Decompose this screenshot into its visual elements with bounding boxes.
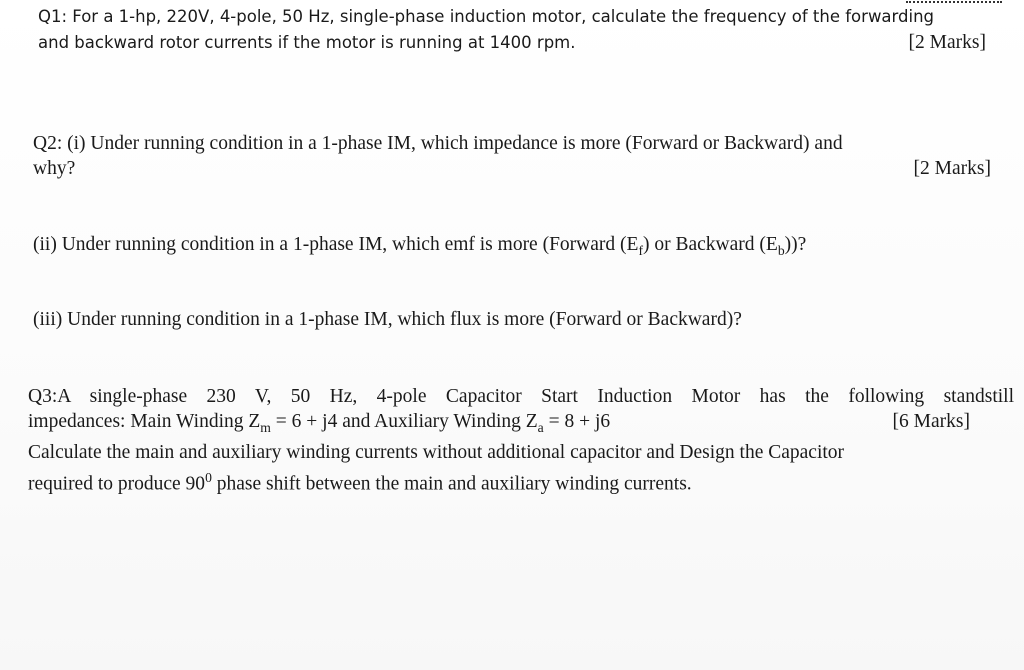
top-dotted-rule xyxy=(906,1,1002,3)
q2-part-ii-text xyxy=(33,232,991,263)
q1-line-2: and backward rotor currents if the motor is running at 1400 rpm. xyxy=(38,33,576,52)
q3-line-3: Calculate the main and auxiliary winding currents without additional capacitor and Design the Capacitor xyxy=(28,441,845,463)
q3-marks: [6 Marks] xyxy=(892,411,970,432)
q3-line-4-a: required to produce 90 xyxy=(28,473,206,495)
question-2-part-i xyxy=(33,131,991,181)
zm-subscript: m xyxy=(260,419,271,435)
q2-line-2: why? xyxy=(33,158,76,179)
q3-line-2-b: = 6 + j4 and Auxiliary Winding Z xyxy=(270,411,538,432)
question-1 xyxy=(38,4,1006,56)
question-2-part-ii xyxy=(33,232,991,263)
q3-line-1: Q3:A single-phase 230 V, 50 Hz, 4-pole Capacitor Start Induction Motor has the following standstill xyxy=(28,386,1014,407)
question-2-part-iii xyxy=(33,307,991,332)
q3-line-2-c: = 8 + j6 xyxy=(543,411,611,432)
q3-line-4-b: phase shift between the main and auxiliary winding currents. xyxy=(211,473,692,495)
degree-superscript: 0 xyxy=(205,469,212,485)
q1-marks: [2 Marks] xyxy=(908,32,986,53)
ef-subscript: f xyxy=(638,242,643,258)
q3-line-2-a: impedances: Main Winding Z xyxy=(28,411,261,432)
q2-part-ii-between: ) or Backward (E xyxy=(642,234,778,255)
q1-line-1: Q1: For a 1-hp, 220V, 4-pole, 50 Hz, single-phase induction motor, calculate the frequency of the forwarding xyxy=(38,7,935,26)
q2-marks: [2 Marks] xyxy=(913,158,991,179)
q2-part-iii-text: (iii) Under running condition in a 1-phase IM, which flux is more (Forward or Backward)? xyxy=(33,309,742,330)
question-3 xyxy=(28,384,1014,496)
za-subscript: a xyxy=(537,419,544,435)
q3-line-4 xyxy=(28,465,1014,497)
q2-part-ii-after: ))? xyxy=(784,234,807,255)
q2-part-ii-before-ef: (ii) Under running condition in a 1-phase IM, which emf is more (Forward (E xyxy=(33,234,639,255)
q3-line-2 xyxy=(28,409,1014,440)
eb-subscript: b xyxy=(777,242,785,258)
q2-line-1: Q2: (i) Under running condition in a 1-phase IM, which impedance is more (Forward or Backward) and xyxy=(33,133,843,154)
